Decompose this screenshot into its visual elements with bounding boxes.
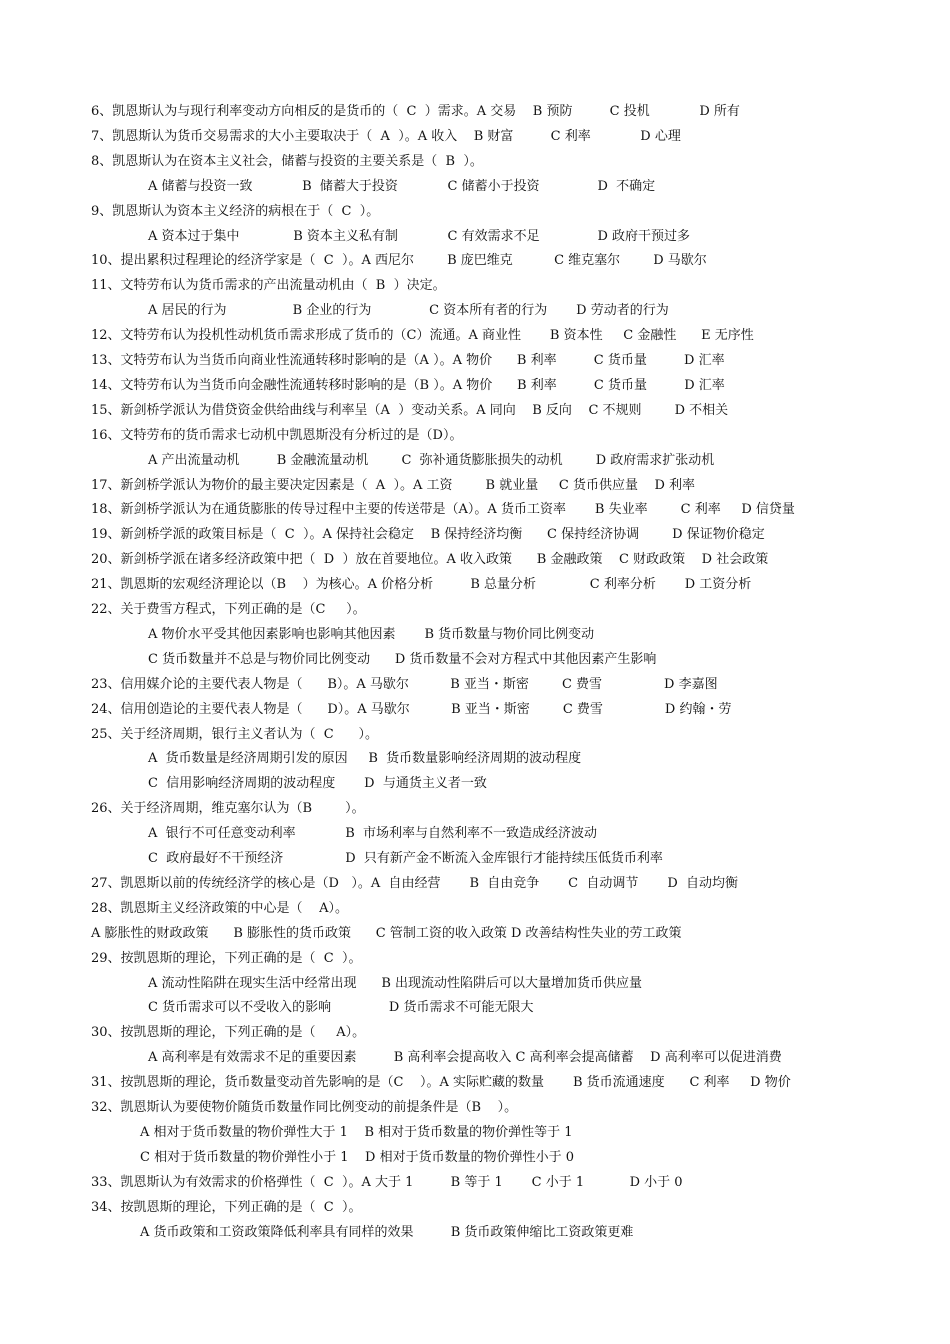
text-line: 6、凯恩斯认为与现行利率变动方向相反的是货币的（ C ）需求。A 交易 B 预防 C 投机 D 所有	[91, 104, 740, 119]
text-line: 28、凯恩斯主义经济政策的中心是（ A）。	[91, 900, 348, 916]
text-line: 8、凯恩斯认为在资本主义社会，储蓄与投资的主要关系是（ B ）。	[91, 153, 483, 169]
text-line: 14、文特劳布认为当货币向金融性流通转移时影响的是（B ）。A 物价 B 利率 C 货币量 D 汇率	[91, 377, 725, 393]
text-line: 24、信用创造论的主要代表人物是（ D）。A 马歇尔 B 亚当・斯密 C 费雪 D 约翰・劳	[91, 701, 732, 717]
text-line: C 货币需求可以不受收入的影响 D 货币需求不可能无限大	[148, 1000, 534, 1016]
text-line: 7、凯恩斯认为货币交易需求的大小主要取决于（ A ）。A 收入 B 财富 C 利率 D 心理	[91, 128, 681, 144]
text-line: C 货币数量并不总是与物价同比例变动 D 货币数量不会对方程式中其他因素产生影响	[148, 651, 657, 667]
text-line: A 银行不可任意变动利率 B 市场利率与自然利率不一致造成经济波动	[148, 826, 598, 842]
text-line: A 货币政策和工资政策降低利率具有同样的效果 B 货币政策伸缩比工资政策更难	[140, 1224, 634, 1240]
text-line: 26、关于经济周期，维克塞尔认为（B ）。	[91, 801, 365, 817]
text-line: C 相对于货币数量的物价弹性小于 1 D 相对于货币数量的物价弹性小于 0	[140, 1149, 574, 1165]
text-line: 15、新剑桥学派认为借贷资金供给曲线与利率呈（A ）变动关系。A 同向 B 反向 C 不规则 D 不相关	[91, 402, 729, 418]
text-line: A 高利率是有效需求不足的重要因素 B 高利率会提高收入 C 高利率会提高储蓄 D 高利率可以促进消费	[148, 1050, 782, 1066]
text-line: A 相对于货币数量的物价弹性大于 1 B 相对于货币数量的物价弹性等于 1	[140, 1124, 573, 1140]
text-line: 33、凯恩斯认为有效需求的价格弹性（ C ）。A 大于 1 B 等于 1 C 小于 1 D 小于 0	[91, 1174, 683, 1190]
text-line: A 资本过于集中 B 资本主义私有制 C 有效需求不足 D 政府干预过多	[148, 228, 691, 244]
text-line: 19、新剑桥学派的政策目标是（ C ）。A 保持社会稳定 B 保持经济均衡 C 保持经济协调 D 保证物价稳定	[91, 527, 765, 543]
text-line: 10、提出累积过程理论的经济学家是（ C ）。A 西尼尔 B 庞巴维克 C 维克塞尔 D 马歇尔	[91, 253, 707, 269]
text-line: 32、凯恩斯认为要使物价随货币数量作同比例变动的前提条件是（B ）。	[91, 1100, 518, 1115]
text-line: 34、按凯恩斯的理论，下列正确的是（ C ）。	[91, 1199, 362, 1215]
text-line: A 产出流量动机 B 金融流量动机 C 弥补通货膨胀损失的动机 D 政府需求扩张动机	[148, 452, 715, 468]
text-line: A 物价水平受其他因素影响也影响其他因素 B 货币数量与物价同比例变动	[148, 626, 595, 642]
text-line: 17、新剑桥学派认为物价的最主要决定因素是（ A ）。A 工资 B 就业量 C 货币供应量 D 利率	[91, 477, 696, 493]
text-line: C 信用影响经济周期的波动程度 D 与通货主义者一致	[148, 776, 487, 792]
text-line: 20、新剑桥学派在诸多经济政策中把（ D ）放在首要地位。A 收入政策 B 金融政策 C 财政政策 D 社会政策	[91, 552, 769, 568]
text-line: A 流动性陷阱在现实生活中经常出现 B 出现流动性陷阱后可以大量增加货币供应量	[148, 975, 643, 991]
text-line: 22、关于费雪方程式，下列正确的是（C ）。	[91, 602, 366, 617]
text-line: A 货币数量是经济周期引发的原因 B 货币数量影响经济周期的波动程度	[148, 751, 582, 767]
text-line: 9、凯恩斯认为资本主义经济的病根在于（ C ）。	[91, 203, 380, 219]
text-line: 31、按凯恩斯的理论，货币数量变动首先影响的是（C ）。A 实际贮藏的数量 B 货币流通速度 C 利率 D 物价	[91, 1075, 791, 1091]
text-line: C 政府最好不干预经济 D 只有新产金不断流入金库银行才能持续压低货币利率	[148, 851, 663, 866]
text-line: 23、信用媒介论的主要代表人物是（ B）。A 马歇尔 B 亚当・斯密 C 费雪 D 李嘉图	[91, 676, 718, 692]
text-line: A 居民的行为 B 企业的行为 C 资本所有者的行为 D 劳动者的行为	[148, 303, 669, 319]
text-line: 27、凯恩斯以前的传统经济学的核心是（D ）。A 自由经营 B 自由竞争 C 自动调节 D 自动均衡	[91, 875, 739, 891]
text-line: 21、凯恩斯的宏观经济理论以（B ）为核心。A 价格分析 B 总量分析 C 利率分析 D 工资分析	[91, 577, 752, 593]
text-line: 30、按凯恩斯的理论，下列正确的是（ A）。	[91, 1025, 366, 1041]
text-line: A 储蓄与投资一致 B 储蓄大于投资 C 储蓄小于投资 D 不确定	[148, 178, 656, 194]
text-line: A 膨胀性的财政政策 B 膨胀性的货币政策 C 管制工资的收入政策 D 改善结构性失业的劳工政策	[91, 925, 682, 941]
text-line: 18、新剑桥学派认为在通货膨胀的传导过程中主要的传送带是（A）。A 货币工资率 B 失业率 C 利率 D 信贷量	[91, 502, 795, 518]
text-line: 12、文特劳布认为投机性动机货币需求形成了货币的（C）流通。A 商业性 B 资本性 C 金融性 E 无序性	[91, 328, 754, 344]
text-line: 11、文特劳布认为货币需求的产出流量动机由（ B ）决定。	[91, 278, 446, 294]
text-line: 29、按凯恩斯的理论，下列正确的是（ C ）。	[91, 950, 362, 966]
text-line: 25、关于经济周期，银行主义者认为（ C ）。	[91, 726, 379, 742]
text-line: 13、文特劳布认为当货币向商业性流通转移时影响的是（A ）。A 物价 B 利率 C 货币量 D 汇率	[91, 353, 725, 368]
text-line: 16、文特劳布的货币需求七动机中凯恩斯没有分析过的是（D）。	[91, 427, 463, 443]
